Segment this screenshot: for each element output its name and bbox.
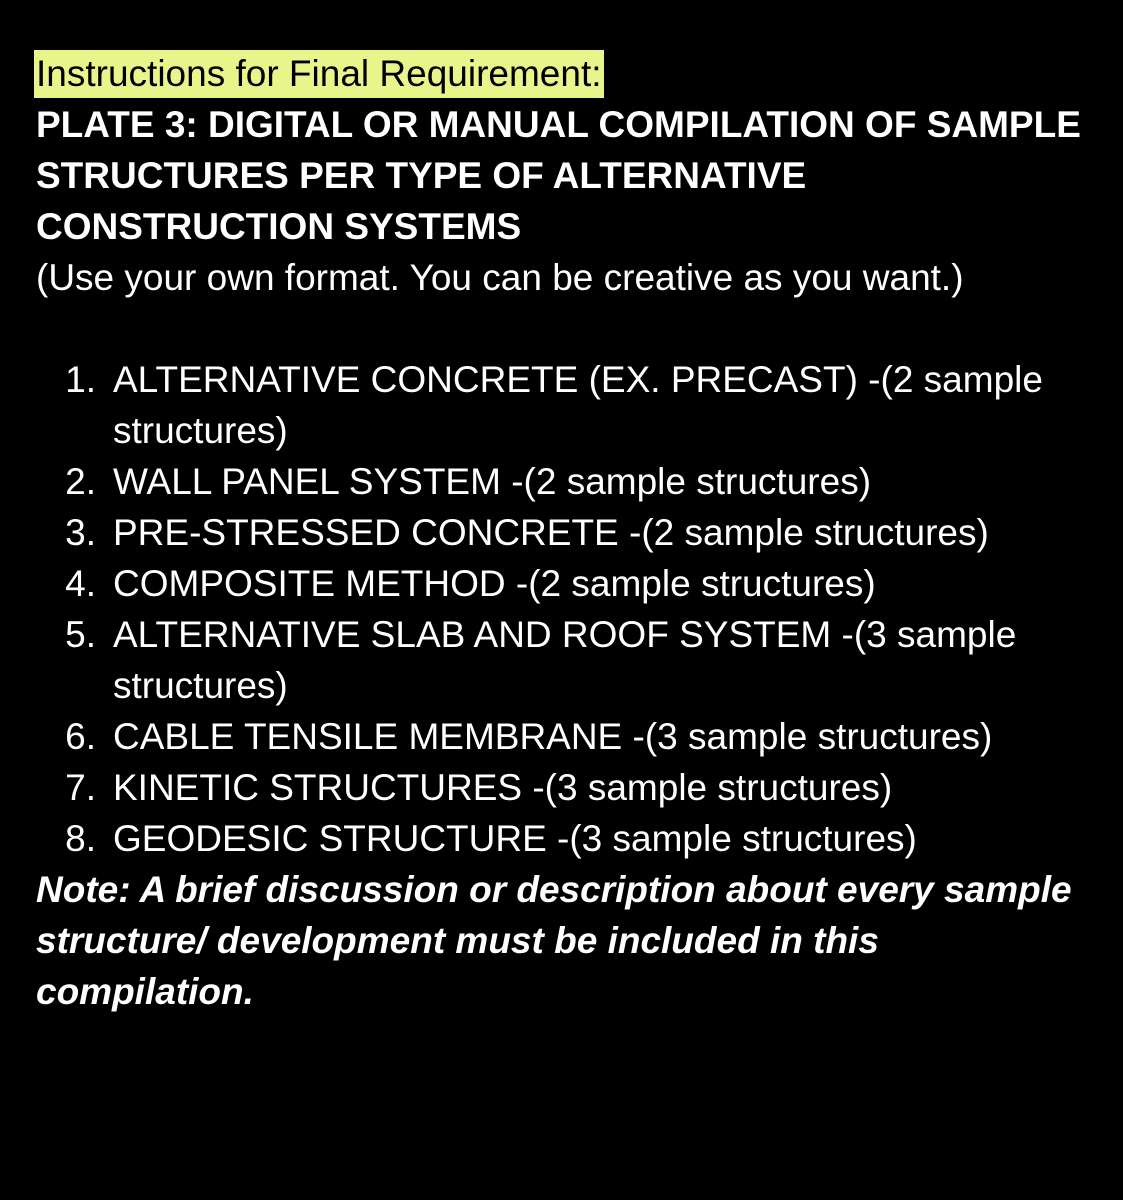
list-item xyxy=(36,762,1096,813)
list-item-number: 2. xyxy=(65,461,96,502)
requirements-list xyxy=(36,354,1096,864)
list-item xyxy=(36,813,1096,864)
format-note: (Use your own format. You can be creative as you want.) xyxy=(36,257,964,298)
list-item-text: ALTERNATIVE CONCRETE (EX. PRECAST) -(2 sample structures) xyxy=(113,359,1043,451)
list-item-text: PRE-STRESSED CONCRETE -(2 sample structures) xyxy=(113,512,989,553)
list-item xyxy=(36,609,1096,711)
heading-highlight: Instructions for Final Requirement: xyxy=(34,50,604,98)
list-item-number: 4. xyxy=(65,563,96,604)
list-item xyxy=(36,507,1096,558)
list-item-text: CABLE TENSILE MEMBRANE -(3 sample structures) xyxy=(113,716,993,757)
plate-title: PLATE 3: DIGITAL OR MANUAL COMPILATION OF SAMPLE STRUCTURES PER TYPE OF ALTERNATIVE CONSTRUCTION SYSTEMS xyxy=(36,104,1081,247)
note: Note: A brief discussion or description about every sample structure/ development must be included in this compilation. xyxy=(36,869,1072,1012)
spacer xyxy=(36,303,1096,354)
list-item-text: KINETIC STRUCTURES -(3 sample structures) xyxy=(113,767,893,808)
list-item xyxy=(36,354,1096,456)
list-item-number: 7. xyxy=(65,767,96,808)
list-item-text: WALL PANEL SYSTEM -(2 sample structures) xyxy=(113,461,872,502)
list-item-text: GEODESIC STRUCTURE -(3 sample structures) xyxy=(113,818,917,859)
list-item-text: ALTERNATIVE SLAB AND ROOF SYSTEM -(3 sample structures) xyxy=(113,614,1017,706)
list-item xyxy=(36,456,1096,507)
list-item xyxy=(36,558,1096,609)
list-item xyxy=(36,711,1096,762)
heading-line xyxy=(36,48,1096,99)
list-item-number: 8. xyxy=(65,818,96,859)
list-item-number: 5. xyxy=(65,614,96,655)
list-item-number: 1. xyxy=(65,359,96,400)
list-item-number: 3. xyxy=(65,512,96,553)
list-item-number: 6. xyxy=(65,716,96,757)
document xyxy=(36,48,1096,1017)
list-item-text: COMPOSITE METHOD -(2 sample structures) xyxy=(113,563,876,604)
